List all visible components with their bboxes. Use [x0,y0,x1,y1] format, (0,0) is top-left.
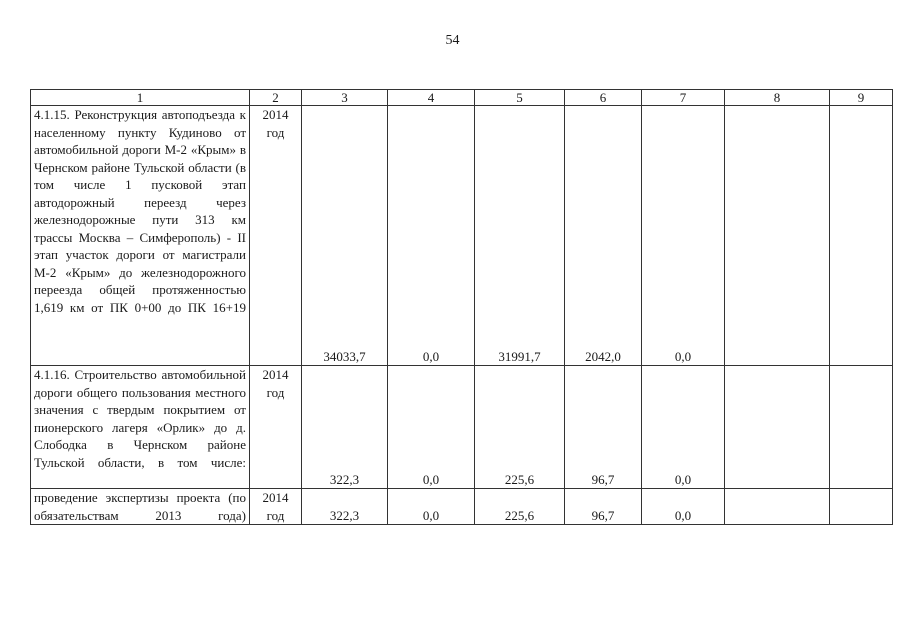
row-value: 96,7 [565,366,642,489]
header-cell: 6 [565,90,642,106]
row-value: 0,0 [642,366,725,489]
row-value: 0,0 [642,106,725,366]
row-description: проведение экспертизы проекта (по обязательствам 2013 года) [31,489,250,525]
row-value: 225,6 [475,366,565,489]
row-value [830,106,893,366]
row-value [725,366,830,489]
row-value: 34033,7 [302,106,388,366]
row-value: 0,0 [388,366,475,489]
table-row [31,489,893,525]
row-value [830,366,893,489]
header-cell: 8 [725,90,830,106]
row-value: 225,6 [475,489,565,525]
header-cell: 2 [250,90,302,106]
row-value [830,489,893,525]
row-value: 322,3 [302,489,388,525]
row-value [725,489,830,525]
row-value: 0,0 [642,489,725,525]
row-value: 0,0 [388,106,475,366]
row-description: 4.1.15. Реконструкция автоподъезда к населенному пункту Кудиново от автомобильной дороги М-2 «Крым» в Чернском районе Тульской области (в том числе 1 пусковой этап автодорожный переезд через железнодорожные пути 313 км трассы Москва – Симферополь) - II этап участок дороги от магистрали М-2 «Крым» до железнодорожного переезда общей протяженностью 1,619 км от ПК 0+00 до ПК 16+19 [31,106,250,366]
header-cell: 5 [475,90,565,106]
table-row [31,366,893,489]
row-value: 31991,7 [475,106,565,366]
header-cell: 4 [388,90,475,106]
table-row [31,106,893,366]
budget-table [30,89,893,525]
row-value: 0,0 [388,489,475,525]
row-year: 2014 год [250,106,302,366]
row-year: 2014 год [250,366,302,489]
row-value: 2042,0 [565,106,642,366]
header-cell: 1 [31,90,250,106]
header-cell: 3 [302,90,388,106]
row-value: 322,3 [302,366,388,489]
page-number: 54 [445,33,460,48]
header-cell: 7 [642,90,725,106]
row-value: 96,7 [565,489,642,525]
row-description: 4.1.16. Строительство автомобильной дороги общего пользования местного значения с твердым покрытием от пионерского лагеря «Орлик» до д. Слободка в Чернском районе Тульской области, в том числе: [31,366,250,489]
table-header-row [31,90,893,106]
header-cell: 9 [830,90,893,106]
row-value [725,106,830,366]
row-year: 2014 год [250,489,302,525]
